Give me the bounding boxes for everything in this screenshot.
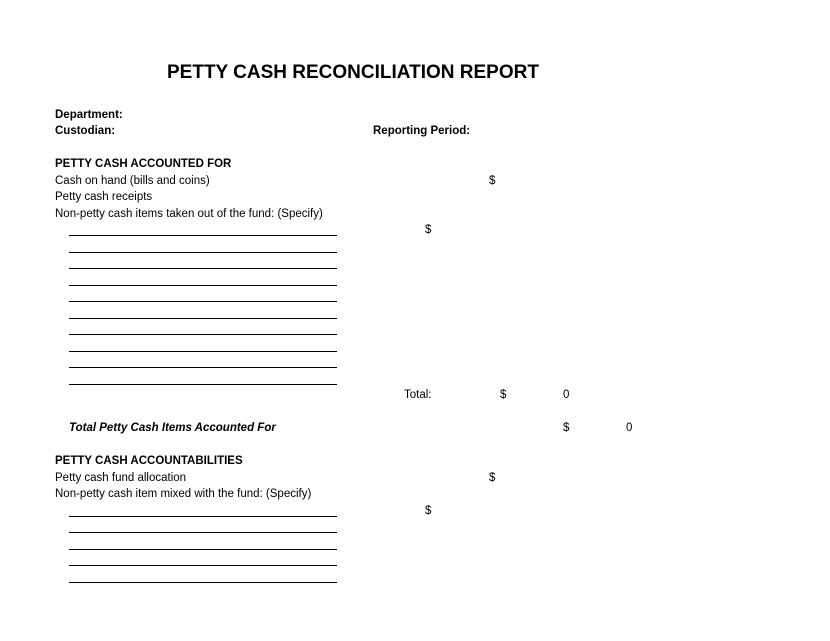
non-petty-items-currency: $ xyxy=(425,224,432,236)
specify-blank-line xyxy=(69,384,337,385)
mixed-blank-line xyxy=(69,565,337,566)
specify-blank-line xyxy=(69,268,337,269)
fund-allocation-label: Petty cash fund allocation xyxy=(55,472,187,484)
specify-blank-line xyxy=(69,301,337,302)
grand-total-label: Total Petty Cash Items Accounted For xyxy=(69,422,276,434)
total-currency: $ xyxy=(500,389,507,401)
report-title: PETTY CASH RECONCILIATION REPORT xyxy=(167,62,539,83)
mixed-items-label: Non-petty cash item mixed with the fund: (Specify) xyxy=(55,488,312,500)
mixed-blank-line xyxy=(69,532,337,533)
reporting-period-label: Reporting Period: xyxy=(373,125,471,137)
specify-blank-line xyxy=(69,334,337,335)
specify-blank-line xyxy=(69,285,337,286)
specify-blank-line xyxy=(69,318,337,319)
fund-allocation-currency: $ xyxy=(489,472,496,484)
mixed-blank-line xyxy=(69,582,337,583)
specify-blank-line xyxy=(69,351,337,352)
receipts-label: Petty cash receipts xyxy=(55,191,153,203)
total-value: 0 xyxy=(563,389,570,401)
grand-total-value: 0 xyxy=(626,422,633,434)
accounted-for-heading: PETTY CASH ACCOUNTED FOR xyxy=(55,158,232,170)
cash-on-hand-currency: $ xyxy=(489,175,496,187)
accountabilities-heading: PETTY CASH ACCOUNTABILITIES xyxy=(55,455,243,467)
specify-blank-line xyxy=(69,367,337,368)
mixed-blank-line xyxy=(69,549,337,550)
specify-blank-line xyxy=(69,252,337,253)
cash-on-hand-label: Cash on hand (bills and coins) xyxy=(55,175,210,187)
grand-total-currency: $ xyxy=(563,422,570,434)
non-petty-items-label: Non-petty cash items taken out of the fund: (Specify) xyxy=(55,208,323,220)
department-label: Department: xyxy=(55,109,123,121)
mixed-blank-line xyxy=(69,516,337,517)
mixed-items-currency: $ xyxy=(425,505,432,517)
custodian-label: Custodian: xyxy=(55,125,116,137)
specify-blank-line xyxy=(69,235,337,236)
total-label: Total: xyxy=(404,389,432,401)
